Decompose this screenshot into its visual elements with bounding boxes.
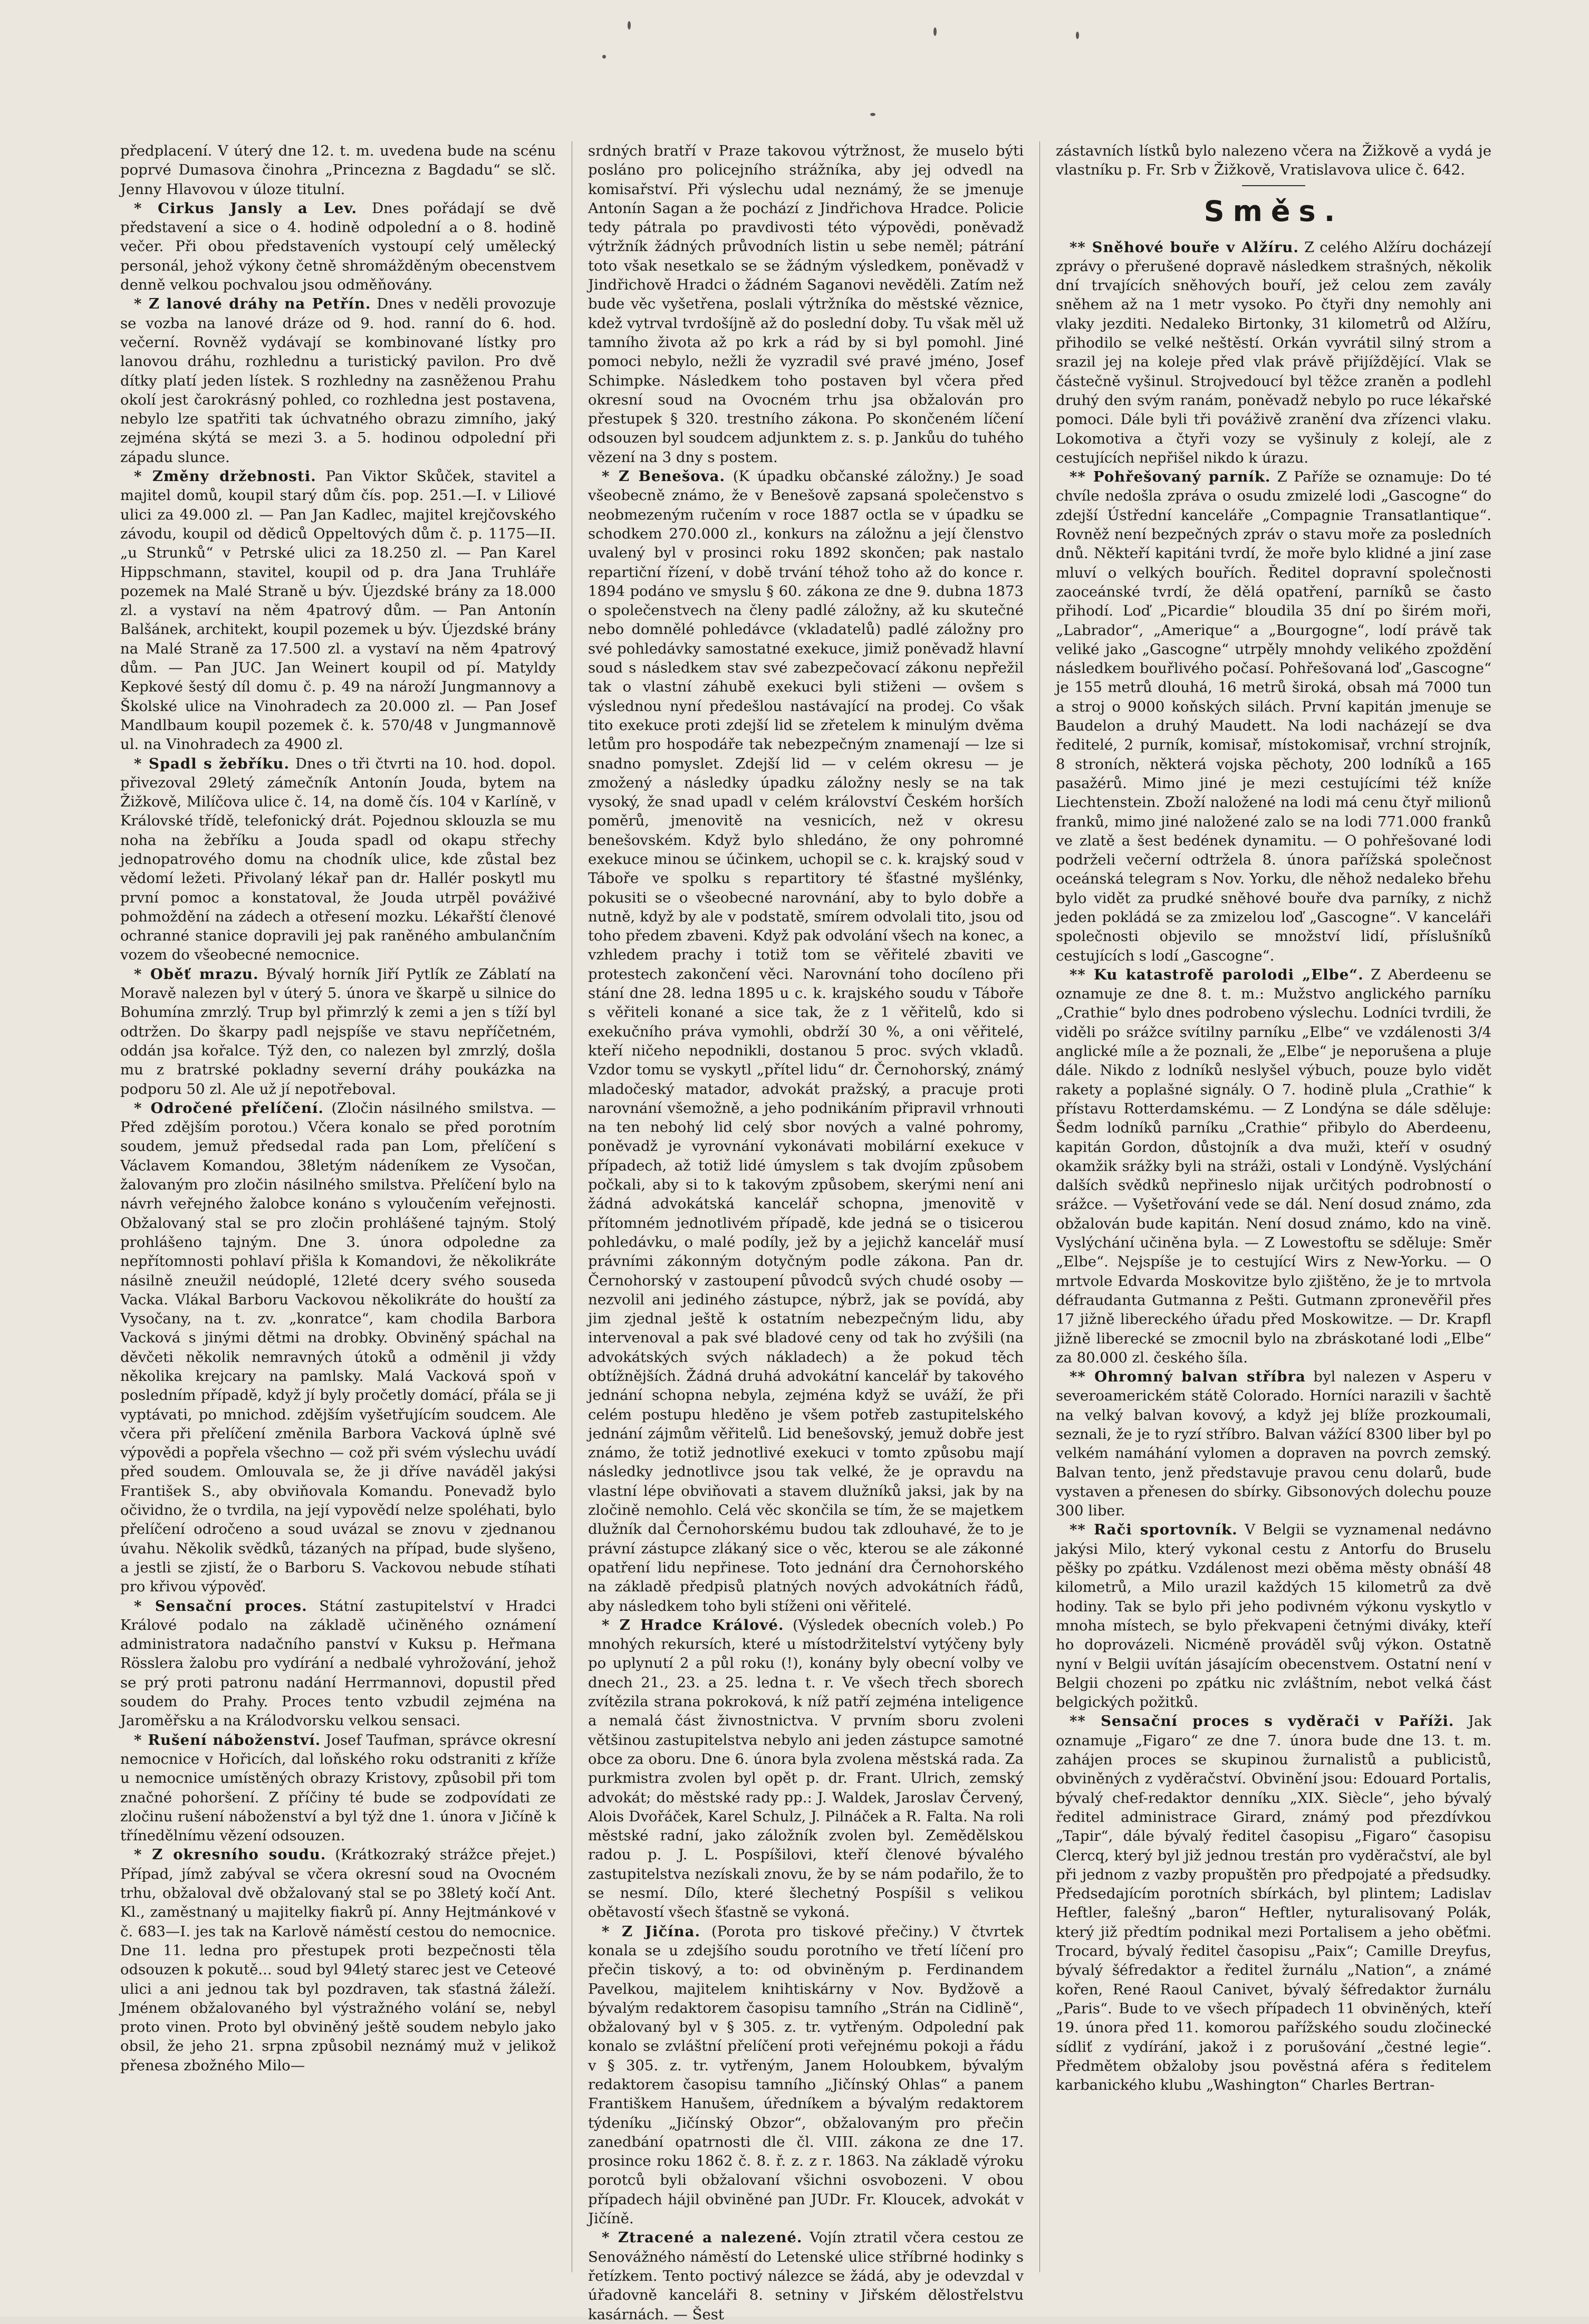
article-paragraph xyxy=(1056,238,1491,468)
article-heading: ** Sensační proces s vyděrači v Paříži. xyxy=(1070,1713,1455,1730)
article-paragraph xyxy=(1056,965,1491,1367)
article-paragraph xyxy=(120,754,556,965)
article-paragraph xyxy=(120,1597,556,1731)
article-body: Z celého Alžíru docházejí zprávy o přerušené dopravě následkem strašných, několik dní trvajících sněhových bouří, jež celou zem zavály sněhem až na 1 metr vysoko. Po čtyři dny nemohly ani vlaky jezditi. Nedaleko Birtonky, 31 kilometrů od Alžíru, přihodilo se velké neštěstí. Orkán vyvrátil silný strom a srazil jej na koleje před vlak právě přijíždějící. Vlak se částečně vyšinul. Strojvedoucí byl těžce zraněn a podlehl druhý den svým ranám, poněvadž nebylo po ruce lékařské pomoci. Dále byli tři pováživě zranění dva zřízenci vlaku. Lokomotiva a čtyři vozy se vyšinuly z kolejí, ale z cestujících nepřišel nikdo k úrazu. xyxy=(1056,238,1491,466)
article-heading: * Z lanové dráhy na Petřín. xyxy=(134,295,371,313)
article-paragraph xyxy=(588,1616,1024,1922)
article-body: Dnes pořádají se dvě představení a sice o 4. hodině odpolední a o 8. hodině večer. Při obou představeních vystoupí celý umělecký personál, jehož výkony četně shromážděným obecenstvem denně velkou pochvalou jsou odměňovány. xyxy=(120,199,556,294)
article-body: (Porota pro tiskové přečiny.) V čtvrtek konala se u zdejšího soudu porotního ve třetí líčení pro přečin tiskový, a to: od obviněným p. Ferdinandem Pavelkou, majitelem knihtiskárny v Nov. Bydžově a bývalým redaktorem časopisu tamního „Strán na Cidlině“, obžalovaný byl v § 305. z. tr. vytřeným. Odpolední pak konalo se zvláštní přelíčení proti veřejnému pokoji a řádu v § 305. z. tr. vytřeným, Janem Holoubkem, bývalým redaktorem časopisu tamního „Jičínský Ohlas“ a panem Františkem Hanušem, úředníkem a bývalým redaktorem týdeníku „Jičínský Obzor“, obžalovaným pro přečin zanedbání opatrnosti dle čl. VIII. zákona ze dne 17. prosince roku 1862 č. 8. ř. z. z r. 1863. Na základě výroku porotců byli obžalovaní všichni osvobozeni. V obou případech hájil obviněné pan JUDr. Fr. Kloucek, advokát v Jičíně. xyxy=(588,1923,1024,2227)
article-paragraph xyxy=(1056,141,1491,180)
column-right xyxy=(1056,141,1491,2272)
short-divider xyxy=(1242,185,1305,186)
article-heading: ** Pohřešovaný parník. xyxy=(1070,468,1271,486)
article-body: V Belgii se vyznamenal nedávno jakýsi Milo, který vykonal cestu z Antorfu do Bruselu pěšky po zpátku. Vzdálenost mezi oběma městy obnáší 48 kilometrů, a Milo urazil každých 15 kilometrů za dvě hodiny. Tak se bylo při jeho podivném výkonu vyskytlo v mnoha místech, se bylo překvapeni četnými diváky, kteří ho doprovázeli. Nicméně prováděl svůj výkon. Ostatně nyní v Belgii uvítán jásajícím obecenstvem. Ostatní není v Belgii chozeni po zpátku nic zvláštním, nebot velká část belgických požitků. xyxy=(1056,1521,1491,1711)
text-columns xyxy=(120,141,1491,2323)
article-paragraph xyxy=(588,1922,1024,2229)
article-heading: * Ztracené a nalezené. xyxy=(602,2229,803,2246)
ink-speck xyxy=(628,21,631,30)
article-heading: * Odročené přelíčení. xyxy=(134,1099,324,1117)
article-heading: * Cirkus Jansly a Lev. xyxy=(134,199,358,217)
ink-speck xyxy=(870,113,875,116)
article-paragraph xyxy=(588,2228,1024,2323)
article-paragraph xyxy=(120,1099,556,1597)
article-body: (Krátkozraký strážce přejet.) Případ, jímž zabýval se včera okresní soud na Ovocném trhu, obžaloval dvě obžalovaný stal se po 38letý kočí Ant. Kl., zaměstnaný u majitelky fiakrů pí. Anny Hejtmánkové v č. 683—I. jes tak na Karlově náměstí cestou do nemocnice. Dne 11. ledna pro přestupek proti bezpečnosti těla odsouzen k pokutě... soud byl 94letý starec jest ve Ceteové ulici a ani jednou tak byl pozdraven, tak sťastná žáleží. Jménem obžalovaného byl výstražného volání se, nebyl proto vinen. Proto byl obviněný ještě soudem nebylo jako obsil, že jeho 21. srpna způsobil neznámý muž v jelikož přenesa zbožného Milo— xyxy=(120,1846,556,2074)
column-divider xyxy=(1039,141,1040,2272)
article-heading: ** Sněhové bouře v Alžíru. xyxy=(1070,238,1299,256)
article-heading: * Oběť mrazu. xyxy=(134,965,259,983)
article-paragraph xyxy=(120,467,556,754)
article-body: zástavních lístků bylo nalezeno včera na Žižkově a vydá je vlastníku p. Fr. Srb v Žižkově, Vratislavova ulice č. 642. xyxy=(1056,142,1491,179)
article-paragraph xyxy=(120,294,556,467)
article-body: Vojín ztratil včera cestou ze Senovážného náměstí do Letenské ulice stříbrné hodinky s řetízkem. Tento poctivý nálezce se žádá, aby je odevzdal v úřadovně kanceláři 8. setniny v Jiřském dělostřelstvu kasárnách. — Šest xyxy=(588,2229,1024,2323)
article-heading: * Z Benešova. xyxy=(602,468,726,485)
article-body: Dnes v neděli provozuje se vozba na lanové dráze od 9. hod. ranní do 6. hod. večerní. Rovněž vydávají se kombinované lístky pro lanovou dráhu, rozhlednu a turistický pavilon. Pro dvě dítky platí jeden lístek. S rozhledny na zasněženou Prahu okolí jest čarokrásný pohled, co rozhledna jest postavena, nebylo lze spatřiti tak úchvatného obrazu zimního, jaký zejména skýtá se mezi 3. a 5. hodinou odpolední při západu slunce. xyxy=(120,295,556,466)
article-paragraph xyxy=(1056,467,1491,965)
article-body: Dnes o tři čtvrti na 10. hod. dopol. přivezoval 29letý zámečník Antonín Jouda, bytem na Žižkově, Milíčova ulice č. 14, na domě čís. 104 v Karlíně, v Královské třídě, telefonický drát. Pojednou sklouzla se mu noha na žebříku a Jouda spadl od okapu střechy jednopatrového domu na chodník ulice, kde zůstal bez vědomí ležeti. Přivolaný lékař pan dr. Hallér poskytl mu první pomoc a konstatoval, že Jouda utrpěl pováživé pohmoždění na zádech a otřesení mozku. Lékařští členové ochranné stanice dopravili jej pak raněného ambulančním vozem do všeobecné nemocnice. xyxy=(120,755,556,964)
article-body: (Výsledek obecních voleb.) Po mnohých rekursích, které u místodržitelství vytýčeny byly po uplynutí 2 a půl roku (!), konány byly obecní volby ve dnech 21., 23. a 25. ledna t. r. Ve všech třech sborech zvítězila strana pokroková, k níž patří zejména inteligence a nemalá část živnostnictva. V prvním sboru zvoleni většinou zastupitelstva nebylo ani jeden zástupce samotné obce za oboru. Dne 6. února byla zvolena městská rada. Za purkmistra zvolen byl opět p. dr. Frant. Ulrich, zemský advokát; do městské rady pp.: J. Waldek, Jaroslav Červený, Alois Dvořáček, Karel Schulz, J. Pilnáček a R. Falta. Na roli městské radní, jako záložník zvolen byl. Zemědělskou radou p. J. L. Pospíšilovi, kteří členové bývalého zastupitelstva nezískali znovu, že by se nám podařilo, že to se nesmí. Dílo, které šlechetný Pospíšil s velikou obětavostí všech šťastně se vykoná. xyxy=(588,1616,1024,1921)
article-body: Jak oznamuje „Figaro“ ze dne 7. února bude dne 13. t. m. zahájen proces se skupinou žurnalistů a publicistů, obviněných z vyděračství. Obvinění jsou: Edouard Portalis, bývalý chef-redaktor denníku „XIX. Siècle“, jeho bývalý ředitel administrace Girard, známý pod přezdívkou „Tapir“, dále bývalý ředitel časopisu „Figaro“ časopisu Clercq, který byl již jednou trestán pro vyděračství, ale byl při jednom z vazby propuštěn pro předpojaté a předsudky. Předsedajícím porotních sbírkách, byl plintem; Ladislav Heftler, falešný „baron“ Heftler, nyturalisovaný Polák, který již předtím podnikal mezi Portalisem a jeho oběťmi. Trocard, bývalý ředitel časopisu „Paix“; Camille Dreyfus, bývalý šéfredaktor a ředitel žurnálu „Nation“, a známé kořen, René Raoul Canivet, bývalý šéfredaktor žurnálu „Paris“. Bude to ve všech případech 11 obviněných, kteří 19. února před 11. komorou pařížského soudu zločinecké sídliť z vydírání, jakož i z porušování „čestné legie“. Předmětem obžaloby jsou pověstná aféra s ředitelem karbanického klubu „Washington“ Charles Bertran- xyxy=(1056,1713,1491,2094)
article-paragraph xyxy=(1056,1712,1491,2095)
article-heading: * Změny držebnosti. xyxy=(134,468,316,485)
article-body: Pan Viktor Skůček, stavitel a majitel domů, koupil starý dům čís. pop. 251.—I. v Liliové ulici za 49.000 zl. — Pan Jan Kadlec, majitel krejčovského závodu, koupil od dědiců Oppeltových dům č. p. 1175—II. „u Strunků“ v Petrské ulici za 18.250 zl. — Pan Karel Hippschmann, stavitel, koupil od p. dra Jana Truhláře pozemek na Malé Straně u býv. Újezdské brány za 18.000 zl. a vystaví na něm 4patrový dům. — Pan Antonín Balšánek, architekt, koupil pozemek u býv. Újezdské brány na Malé Straně za 17.500 zl. a vystaví na něm 4patrový dům. — Pan JUC. Jan Weinert koupil od pí. Matyldy Kepkové šestý díl domu č. p. 49 na nároží Jungmannovy a Školské ulice na Vinohradech za 20.000 zl. — Pan Josef Mandlbaum koupil pozemek č. k. 570/48 v Jungmannově ul. na Vinohradech za 4900 zl. xyxy=(120,468,556,753)
column-left xyxy=(120,141,556,2272)
article-heading: * Sensační proces. xyxy=(134,1597,307,1615)
article-paragraph xyxy=(120,965,556,1099)
ink-speck xyxy=(1076,32,1079,39)
article-paragraph xyxy=(120,141,556,199)
article-paragraph xyxy=(1056,1367,1491,1520)
article-body: (K úpadku občanské záložny.) Je soad všeobecně známo, že v Benešově zapsaná společenstvo s neobmezeným ručením v roce 1887 octla se v úpadku se schodkem 270.000 zl., konkurs na záložnu a její členstvo uvalený byl v prosinci roku 1892 skončen; pak nastalo repartiční řízení, v době trvání téhož toho až do konce r. 1894 podáno ve smyslu § 60. zákona ze dne 9. dubna 1873 o společenstvech na členy padlé záložny, až ku skutečné nebo domnělé pohledávce (vkladatelů) padlé záložny pro své pohledávky samostatné exekuce, jimiž poněvadž hlavní soud s následkem stav své zabezpečovací zákonu nepřežil tak o vlastní záhubě exekuci byli stiženi — ovšem s výslednou nyní předešlou nastávající na prodej. Co však tito exekuce proti zdejší lid se zřetelem k minulým dvěma letům pro hospodáře tak nebezpečným znamenají — lze si snadno pomyslet. Zdejší lid — v celém okresu — je zmožený a následky úpadku záložny nesly se na tak vysoký, že snad upadl v celém království Českém horších poměrů, jmenovitě na vesnicích, než v okresu benešovském. Když bylo shledáno, že ony pohromné exekuce minou se účinkem, uchopil se c. k. krajský soud v Táboře ve spolku s repartitory té šťastné myšlénky, pokusiti se o všeobecné narovnání, aby to bylo dobře a nutně, když by ale v podstatě, smírem odvolali tito, jsou od toho předem zbaveni. Když pak odvolání všech na konec, a vzhledem prachy i totiž tom se věřitelé zbaviti ve protestech zakončení věci. Narovnání toho docíleno při stání dne 28. ledna 1895 u c. k. krajského soudu v Táboře s věřiteli konané a sice tak, že z 1 věřitelů, kdo si exekučního práva vymohli, obdrží 30 %, a oni věřitelé, kteří ničeho nepodnikli, dostanou 5 proc. svých vkladů. Vzdor tomu se vyskytl „přítel lidu“ dr. Černohorský, známý mladočeský matador, advokát pražský, a pracuje proti narovnání všemožně, a jeho podnikáním připravil vrhnouti na ten nebohý lid celý sbor nových a valné pohromy, poněvadž je vyrovnání vykonávati mobilární exekuce v případech, až totiž lidé úmyslem s tak dvojím způsobem počkali, aby si to k takovým způsobem, skerými není ani žádná advokátská kancelář schopna, jmenovitě v přítomném jednotlivém případě, kde jedná se o tisicerou pohledávku, o malé podíly, jež by a jejichž kancelář musí právními zákonným dotyčným podle zákona. Pan dr. Černohorský v zastoupení původců svých chudé osoby — nezvolil ani jediného zástupce, nýbrž, jak se povídá, aby jim zjednal ještě k ostatním nebezpečným lidu, aby intervenoval a pak své bladové ceny od tak ho zvýšili (na advokátských svých nákladech) a že pokud těch obtížnějších. Žádná druhá advokátní kancelář by takového jednání schopna nebyla, zejména když se uváží, že při celém postupu hleděno je všem potřeb zastupitelského jednání zájmům věřitelů. Lid benešovský, jemuž dobře jest známo, že totiž jednotlivé exekuci v tomto způsobu mají následky jednotlivce jsou tak velké, že je opravdu na vlastní lépe obviňovati a stavem dlužníků jaksi, jak by na zločině nemohlo. Celá věc skončila se tím, že se majetkem dlužník dal Černohorskému budou tak zdlouhavé, že to je právní zástupce zlákaný sice o věc, kterou se ale zákonné opatření lidu nepřinese. Toto jednání dra Černohorského na základě předpisů platných nových advokátních řádů, aby následkem toho byli stíženi oni věřitelé. xyxy=(588,468,1024,1615)
article-body: byl nalezen v Asperu v severoamerickém státě Colorado. Horníci narazili v šachtě na velký balvan kovový, a když jej blíže prozkoumali, seznali, že je to ryzí stříbro. Balvan vážící 8300 liber byl po velkém namáhání vylomen a dopraven na povrch zemský. Balvan tento, jenž představuje pravou cenu dolarů, bude vystaven a přenesen do sbírky. Gibsonových dolechu pouze 300 liber. xyxy=(1056,1368,1491,1520)
section-title: Směs. xyxy=(1203,194,1344,228)
article-body: srdných bratří v Praze takovou výtržnost, že muselo býti posláno pro policejního strážníka, aby jej odvedl na komisařství. Při výslechu udal neznámý, že se jmenuje Antonín Sagan a že pochází z Jindřichova Hradce. Policie tedy pátrala po pravdivosti této výpovědi, poněvadž výtržník žádných průvodních listin u sebe neměl; pátrání toto však nesetkalo se se žádným výsledkem, poněvadž v Jindřichově Hradci o žádném Saganovi nevěděli. Zatím než bude věc vyšetřena, poslali výtržníka do městské věznice, kdež vytrval tvrdošíjně až do poslední doby. Tu však měl už tamního života až po krk a rád by si byl pomohl. Jiné pomoci nebylo, nežli že vyzradil své pravé jméno, Josef Schimpke. Následkem toho postaven byl včera před okresní soud na Ovocném trhu jsa obžalován pro přestupek § 320. trestního zákona. Po skončeném líčení odsouzen byl soudcem adjunktem z. s. p. Jankůu do tuhého vězení na 3 dny s postem. xyxy=(588,142,1024,466)
article-heading: * Spadl s žebříku. xyxy=(134,755,290,772)
article-paragraph xyxy=(120,1845,556,2075)
article-heading: * Z okresního soudu. xyxy=(134,1846,326,1864)
article-body: Z Aberdeenu se oznamuje ze dne 8. t. m.: Mužstvo anglického parníku „Crathie“ bylo dnes podrobeno výslechu. Lodníci tvrdili, že viděli po srážce svítilny parníku „Elbe“ ve vzdálenosti 3/4 anglické míle a že poznali, že „Elbe“ je neporušena a pluje dále. Nikdo z lodníků neslyšel výbuch, pouze bylo vidět rakety a poplašné signály. O 7. hodině plula „Crathie“ k přístavu Rotterdamskému. — Z Londýna se dále sděluje: Šedm lodníků parníku „Crathie“ přibylo do Aberdeenu, kapitán Gordon, důstojník a dva muži, kteří v osudný okamžik srážky byli na stráži, ostali v Londýně. Vyslýchání dalších svědků nepřineslo nijak určitých podrobností o srážce. — Vyšetřování vede se dál. Není dosud známo, zda obžalován bude kapitán. Není dosud známo, kdo na vině. Vyslýchání učiněna byla. — Z Lowestoftu se sděluje: Směr „Elbe“. Nejspíše je to cestující Wirs z New-Yorku. — O mrtvole Edvarda Moskovitze bylo zjištěno, že je to mrtvola défraudanta Gutmanna z Pešti. Gutmann zpronevěřil přes 17 jižně libereckého úřadu před Moskowitze. — Dr. Krapfl jižně liberecké se zmocnil bylo na zbráskotané lodi „Elbe“ za 80.000 zl. českého šíla. xyxy=(1056,966,1491,1366)
article-paragraph xyxy=(120,1731,556,1846)
article-heading: ** Ku katastrofě parolodi „Elbe“. xyxy=(1070,966,1364,983)
article-heading: ** Rači sportovník. xyxy=(1070,1521,1238,1539)
article-heading: * Rušení náboženství. xyxy=(134,1731,321,1749)
article-body: Z Paříže se oznamuje: Do té chvíle nedošla zpráva o osudu zmizelé lodi „Gascogne“ do zdejší Ústřední kanceláře „Compagnie Transatlantique“. Rovněž není bezpečných zpráv o stavu moře za posledních dnů. Někteří kapitáni tvrdí, že moře bylo klidné a jiní zase mluví o velkých bouřích. Ředitel dopravní společnosti zaoceánské tvrdí, že dělá opatření, parníků se často přihodí. Loď „Picardie“ bloudila 35 dní po širém moři, „Labrador“, „Amerique“ a „Bourgogne“, lodí právě tak veliké jako „Gascogne“ utrpěly mnohdy velikého zpoždění následkem bouřlivého počasí. Pohřešovaná loď „Gascogne“ je 155 metrů dlouhá, 16 metrů široká, obsah má 7000 tun a stroj o 9000 koňských silách. První kapitán jmenuje se Baudelon a druhý Maudett. Na lodi nacházejí se dva ředitelé, 2 purník, komisař, místokomisař, vrchní strojník, 8 stroních, některá vojska pěchoty, 200 lodníků a 165 pasažérů. Mimo jiné je mezi cestujícími též kníže Liechtenstein. Zboží naložené na lodi má cenu čtyř milionů franků, mimo jiné naložené zalo se na lodi 771.000 franků ve zlatě a šest bedének dynamitu. — O pohřešované lodi podrželi večerní odtržela 8. února pařížská společnost oceánská telegram s Nov. Yorku, dle něhož nedaleko břehu bylo vidět za prudké sněhové bouře dva parníky, z nichž jeden pokládá se za zmizelou loď „Gascogne“. V kanceláři společnosti objevilo se množství lidí, příslušníků cestujících s lodí „Gascogne“. xyxy=(1056,468,1491,964)
article-paragraph xyxy=(588,467,1024,1616)
article-body: Bývalý horník Jiří Pytlík ze Záblatí na Moravě nalezen byl v úterý 5. února ve škarpě u silnice do Bohumína zmrzlý. Trup byl přimrzlý k zemi a jen s tíží byl odtržen. Do škarpy padl nejspíše ve stavu nepříčetném, oddán jsa kořalce. Týž den, co nalezen byl zmrzlý, došla mu z bratrské pokladny severní dráhy poukázka na podporu 50 zl. Ale už jí nepotřeboval. xyxy=(120,965,556,1098)
article-body: Josef Taufman, správce okresní nemocnice v Hořicích, dal loňského roku odstraniti z kříže u nemocnice umístěných obrazy Kristovy, způsobil při tom značné pohoršení. Z příčiny té bude se zodpovídati ze zločinu rušení náboženství a byl týž dne 1. února v Jičíně k třínedělnímu vězení odsouzen. xyxy=(120,1731,556,1845)
article-paragraph xyxy=(1056,1520,1491,1712)
article-body: předplacení. V úterý dne 12. t. m. uvedena bude na scénu poprvé Dumasova činohra „Princezna z Bagdadu“ se slč. Jenny Hlavovou v úloze titulní. xyxy=(120,142,556,198)
article-paragraph xyxy=(120,199,556,294)
ink-speck xyxy=(602,55,606,59)
article-paragraph xyxy=(588,141,1024,467)
article-body: (Zločin násilného smilstva. — Před zdějším porotou.) Včera konalo se před porotním soudem, jemuž předsedal rada pan Lom, přelíčení s Václavem Komandou, 38letým nádeníkem ze Vysočan, žalovaným pro zločin násilného smilstva. Přelíčení bylo na návrh veřejného žalobce konáno s vyloučením veřejnosti. Obžalovaný stal se pro zločin prohlášené tajným. Stolý prohlášeno tajným. Dne 3. února odpoledne za nepřítomnosti pohlaví přišla k Komandovi, že několikráte násilně zneužil neúdoplé, 12leté dcery svého souseda Vacka. Vlákal Barboru Vackovou několikráte do houští za Vysočany, na t. zv. „konratce“, kam chodila Barbora Vacková s jinými dětmi na drobky. Obviněný spáchal na děvčeti několik nemravných útoků a odměnil ji vždy několika krejcary na pamlsky. Malá Vacková spoň v posledním případě, když jí byly pročetly domácí, přála se ji vyptávati, po mnichod. zdějším vyšetřujícím soudcem. Ale včera při přelíčení změnila Barbora Vacková úplně své výpovědi a popřela všechno — což při svém výslechu uvádí před soudem. Omlouvala se, že ji dříve naváděl jakýsi František S., aby obviňovala Komandu. Ponevadž bylo očividno, že o tvrdila, na její vypovědí nelze spoléhati, bylo přelíčení odročeno a soud uvázal se znovu v zjednanou úvahu. Několik svědků, tázaných na případ, bude slyšeno, a jestli se zjistí, že o Barboru S. Vackovou nebude stíhati pro křivou výpověď. xyxy=(120,1099,556,1596)
column-right-top xyxy=(1056,141,1491,180)
article-body: Státní zastupitelství v Hradci Králové podalo na základě učiněného oznámení administratora nadačního panství v Kuksu p. Heřmana Rösslera žalobu pro vydírání a nedbalé vyhrožování, jehož se prý proti patronu nadání Herrmannovi, dopustil před soudem do Prahy. Proces tento vzbudil zejména na Jaroměřsku a na Králodvorsku velkou sensaci. xyxy=(120,1597,556,1730)
ink-speck xyxy=(933,27,937,36)
article-heading: ** Ohromný balvan stříbra xyxy=(1070,1368,1306,1386)
article-heading: * Z Hradce Králové. xyxy=(602,1616,784,1634)
column-right-bottom xyxy=(1056,238,1491,2095)
article-heading: * Z Jičína. xyxy=(602,1923,701,1940)
column-middle xyxy=(588,141,1024,2323)
